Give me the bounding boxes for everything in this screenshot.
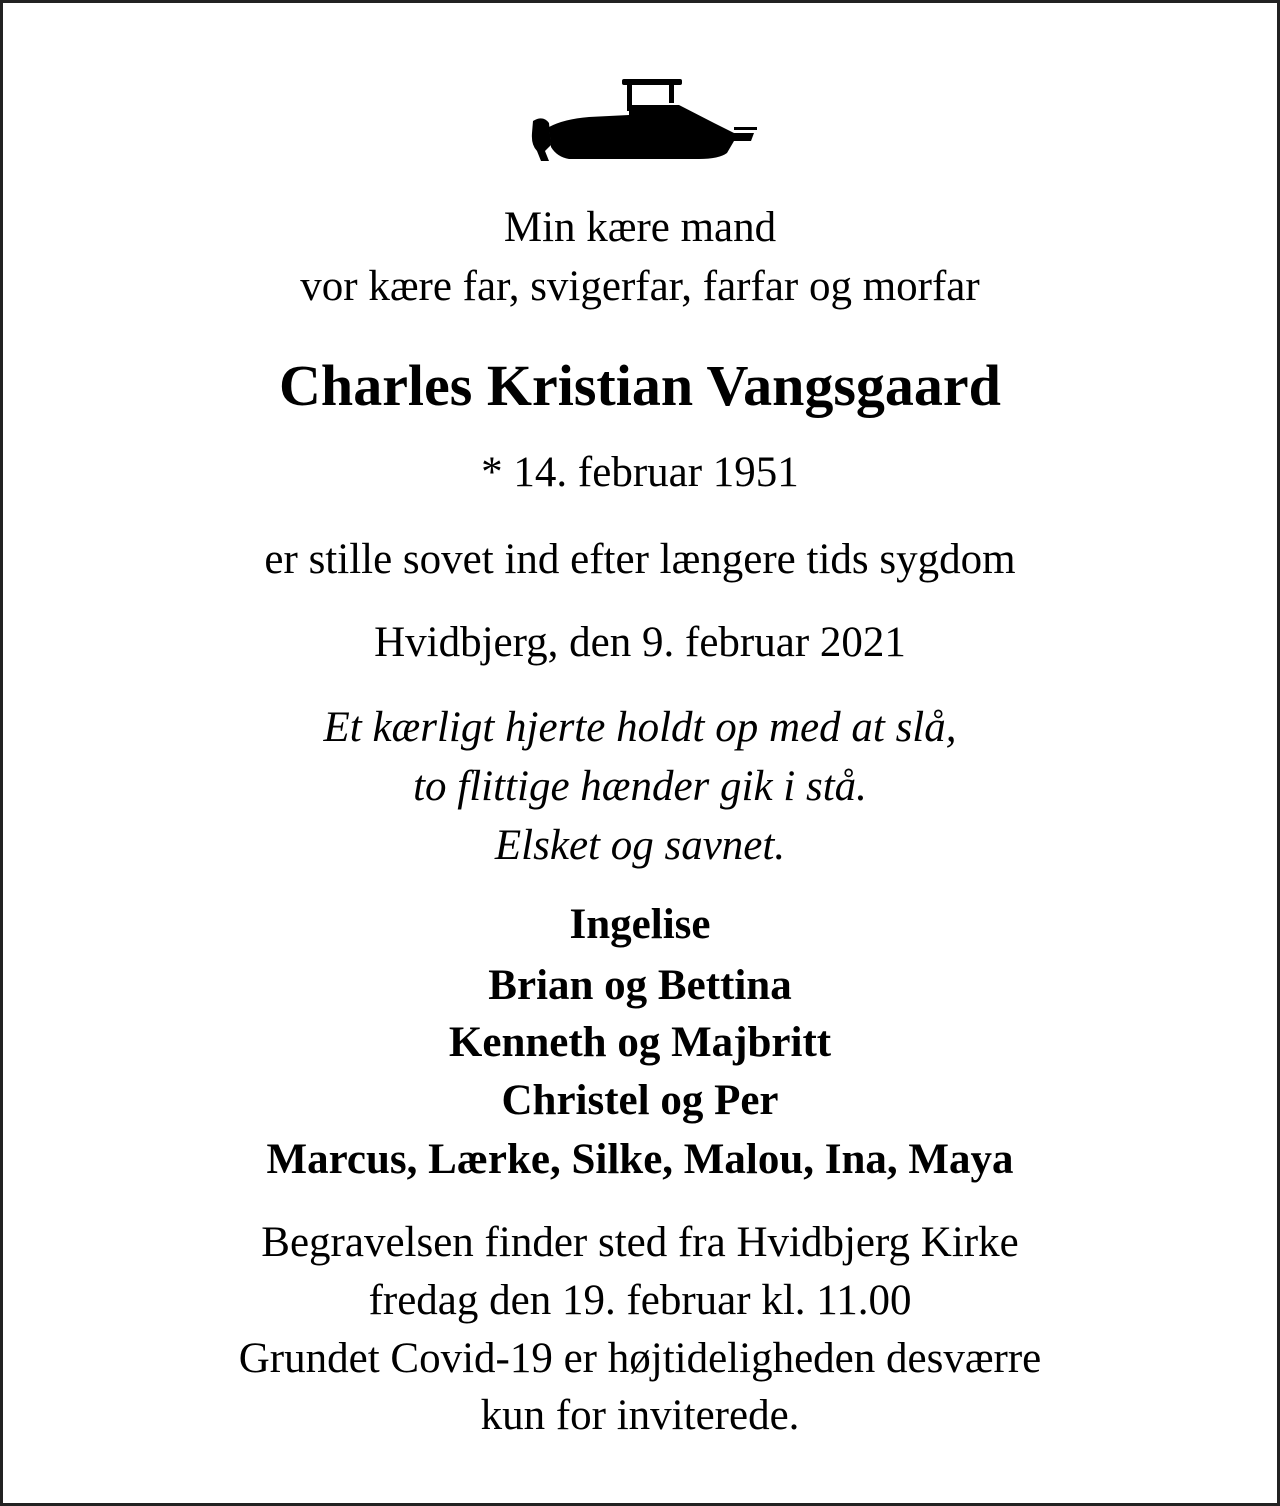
family-line: Christel og Per bbox=[501, 1077, 779, 1124]
motorboat-icon bbox=[529, 75, 759, 165]
family-line: Marcus, Lærke, Silke, Malou, Ina, Maya bbox=[266, 1136, 1014, 1183]
family-line: Kenneth og Majbritt bbox=[448, 1019, 832, 1066]
place-date: Hvidbjerg, den 9. februar 2021 bbox=[374, 619, 906, 666]
funeral-line: Grundet Covid-19 er højtideligheden desværre bbox=[238, 1335, 1042, 1382]
verse-line: to flittige hænder gik i stå. bbox=[413, 763, 867, 810]
birth-date: * 14. februar 1951 bbox=[481, 449, 799, 496]
family-line: Ingelise bbox=[569, 901, 711, 948]
verse-line: Elsket og savnet. bbox=[494, 822, 786, 869]
passing-text: er stille sovet ind efter længere tids sygdom bbox=[264, 536, 1016, 583]
funeral-line: kun for inviterede. bbox=[480, 1392, 800, 1439]
family-line: Brian og Bettina bbox=[488, 962, 792, 1009]
deceased-name: Charles Kristian Vangsgaard bbox=[279, 353, 1001, 418]
funeral-line: Begravelsen finder sted fra Hvidbjerg Kirke bbox=[261, 1219, 1019, 1266]
intro-line: Min kære mand bbox=[503, 204, 777, 251]
verse-line: Et kærligt hjerte holdt op med at slå, bbox=[323, 704, 957, 751]
intro-line: vor kære far, svigerfar, farfar og morfar bbox=[300, 263, 980, 310]
funeral-line: fredag den 19. februar kl. 11.00 bbox=[368, 1277, 912, 1324]
